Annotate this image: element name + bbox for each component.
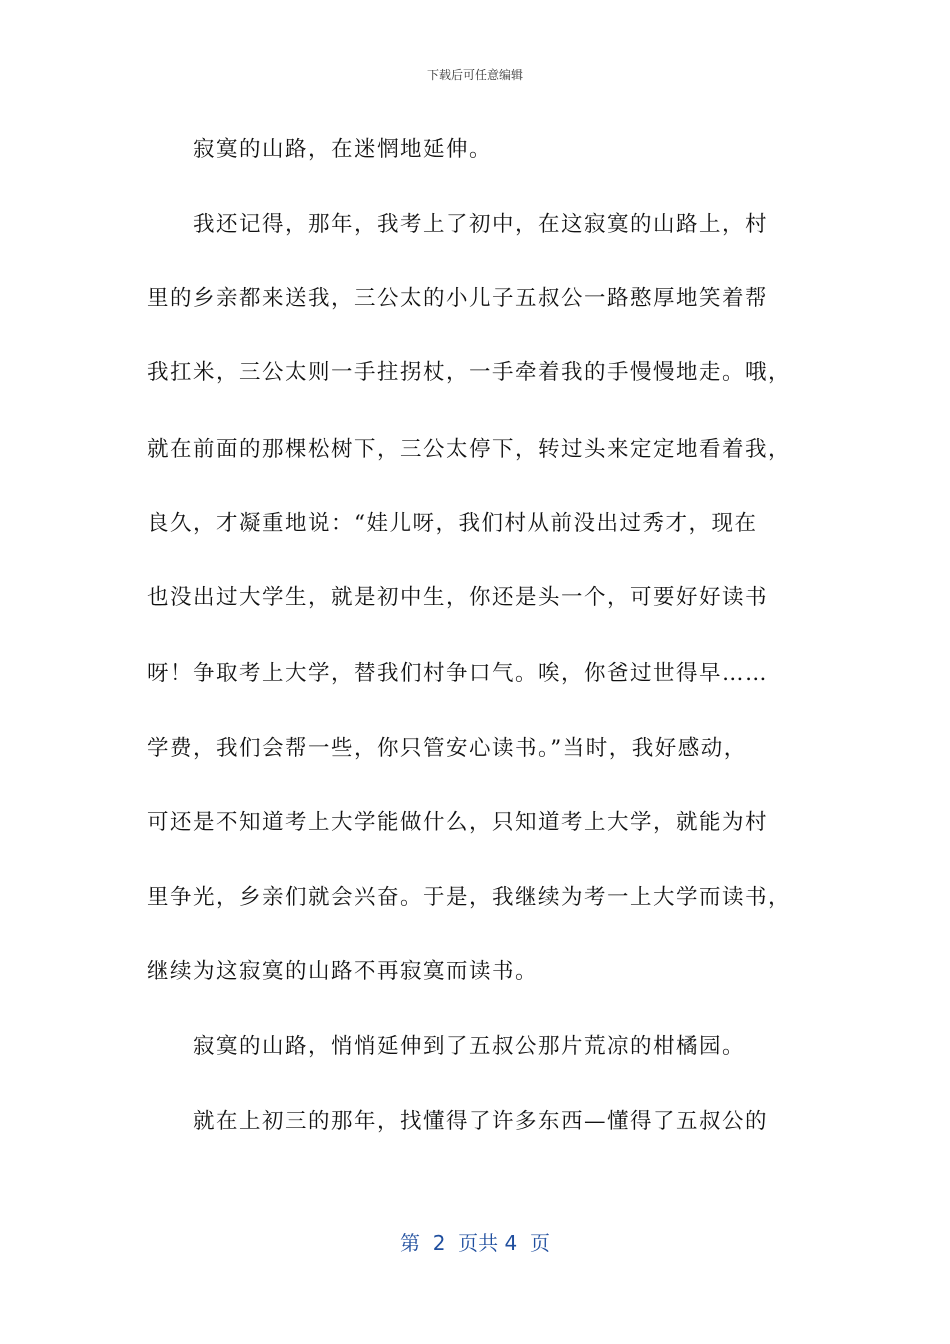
- text-line: 里争光，乡亲们就会兴奋。于是，我继续为考一上大学而读书，: [147, 885, 792, 910]
- text-line: 学费，我们会帮一些，你只管安心读书。”当时，我好感动，: [147, 736, 747, 761]
- text-line: 我还记得，那年，我考上了初中，在这寂寞的山路上，村: [147, 212, 769, 237]
- text-line: 呀！争取考上大学，替我们村争口气。唉，你爸过世得早……: [147, 661, 769, 686]
- page-header: 下载后可任意编辑: [426, 68, 523, 82]
- text-line: 可还是不知道考上大学能做什么，只知道考上大学，就能为村: [147, 810, 769, 835]
- text-line: 良久，才凝重地说：“娃儿呀，我们村从前没出过秀才，现在: [147, 511, 758, 536]
- text-line: 里的乡亲都来送我，三公太的小儿子五叔公一路憨厚地笑着帮: [147, 286, 769, 311]
- text-line: 也没出过大学生，就是初中生，你还是头一个，可要好好读书: [147, 585, 769, 610]
- text-line: 就在前面的那棵松树下，三公太停下，转过头来定定地看着我，: [147, 437, 792, 462]
- page-number: 第 2 页共 4 页: [400, 1231, 550, 1255]
- text-line: 继续为这寂寞的山路不再寂寞而读书。: [147, 959, 539, 984]
- text-line: 就在上初三的那年，找懂得了许多东西—懂得了五叔公的: [147, 1109, 769, 1134]
- text-line: 寂寞的山路，在迷惘地延伸。: [147, 137, 493, 162]
- text-line: 我扛米，三公太则一手拄拐杖，一手牵着我的手慢慢地走。哦，: [147, 360, 792, 385]
- text-line: 寂寞的山路，悄悄延伸到了五叔公那片荒凉的柑橘园。: [147, 1034, 746, 1059]
